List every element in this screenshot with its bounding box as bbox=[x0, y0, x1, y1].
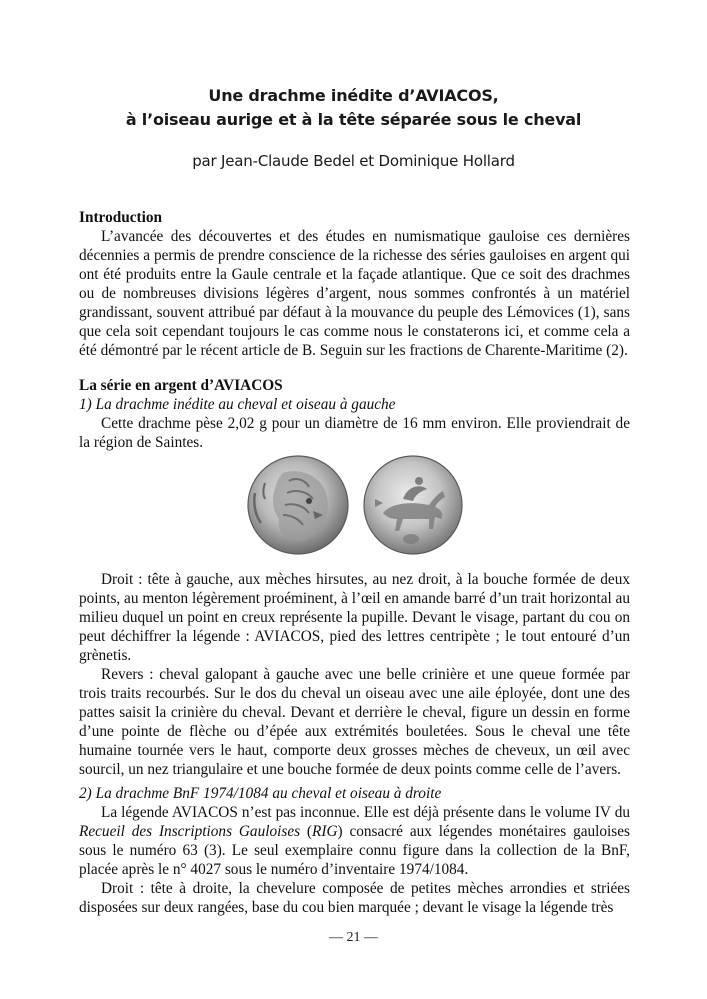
coin-reverse-image bbox=[364, 456, 462, 554]
bnf-p1-recueil-title: Recueil des Inscriptions Gauloises bbox=[79, 823, 301, 840]
serie-heading: La série en argent d’AVIACOS bbox=[79, 377, 283, 394]
bnf-p1-text-before: La légende AVIACOS n’est pas inconnue. Elle est déjà présente dans le volume IV du bbox=[101, 804, 630, 821]
page-number: — 21 — bbox=[329, 930, 378, 945]
bnf-section bbox=[79, 784, 630, 917]
bnf-subheading: 2) La drachme BnF 1974/1084 au cheval et oiseau à droite bbox=[79, 785, 442, 802]
revers-paragraph: Revers : cheval galopant à gauche avec une belle crinière et une queue formée par trois traits recourbés. Sur le dos du cheval un oiseau avec une aile éployée, dont une des pattes saisit la crinière du cheval. Devant et derrière le cheval, figure un dessin en forme d’une pointe de flèche ou d’épée aux extrémités bouletées. Sous le cheval une tête humaine tournée vers le haut, comporte deux grosses mèches de cheveux, un œil avec sourcil, un nez triangulaire et une bouche formée de deux points comme celle de l’avers. bbox=[79, 666, 630, 778]
introduction-paragraph: L’avancée des découvertes et des études en numismatique gauloise ces dernières décennies a permis de prendre conscience de la richesse des séries gauloises en argent qui ont été produits entre la Gaule centrale et la façade atlantique. Que ce soit des drachmes ou de nombreuses divisions légères d’argent, nous sommes confrontés à un matériel grandissant, souvent attribué par défaut à la mouvance du peuple des Lémovices (1), sans que cela soit cependant toujours le cas comme nous le constaterons ici, et comme cela a été démontré par le récent article de B. Seguin sur les fractions de Charente-Maritime (2). bbox=[79, 228, 630, 359]
bnf-p1-rig-abbrev: RIG bbox=[312, 823, 338, 840]
article-title-line-1: Une drachme inédite d’AVIACOS, bbox=[208, 86, 499, 105]
article-title-line-2: à l’oiseau aurige et à la tête séparée sous le cheval bbox=[125, 110, 582, 129]
serie-aviacos-section bbox=[79, 376, 630, 452]
coin-obverse-image bbox=[248, 456, 348, 554]
serie-paragraph: Cette drachme pèse 2,02 g pour un diamètre de 16 mm environ. Elle proviendrait de la région de Saintes. bbox=[79, 415, 630, 451]
bnf-paragraph-1 bbox=[79, 803, 630, 879]
serie-subheading: 1) La drachme inédite au cheval et oiseau à gauche bbox=[79, 396, 396, 413]
description-section bbox=[79, 570, 630, 779]
bnf-paragraph-2: Droit : tête à droite, la chevelure composée de petites mèches arrondies et striées disposées sur deux rangées, base du cou bien marquée ; devant le visage la légende très bbox=[79, 880, 630, 916]
introduction-heading: Introduction bbox=[79, 209, 163, 226]
bnf-p1-text-mid: ( bbox=[300, 823, 313, 840]
coin-photograph bbox=[243, 453, 468, 555]
droit-paragraph: Droit : tête à gauche, aux mèches hirsutes, au nez droit, à la bouche formée de deux points, au menton légèrement proéminent, à l’œil en amande barré d’un trait horizontal au milieu duquel un point en creux représente la pupille. Devant le visage, partant du cou on peut déchiffrer la légende : AVIACOS, pied des lettres centripète ; le tout entouré d’un grènetis. bbox=[79, 571, 630, 664]
introduction-section bbox=[79, 208, 630, 360]
article-authors: par Jean-Claude Bedel et Dominique Hollard bbox=[192, 152, 515, 170]
bnf-p1-text-after: ) consacré aux légendes monétaires gauloises sous le numéro 63 (3). Le seul exemplaire connu figure dans la collection de la BnF, placée après le n° 4027 sous le numéro d’inventaire 1974/1084. bbox=[79, 823, 631, 878]
